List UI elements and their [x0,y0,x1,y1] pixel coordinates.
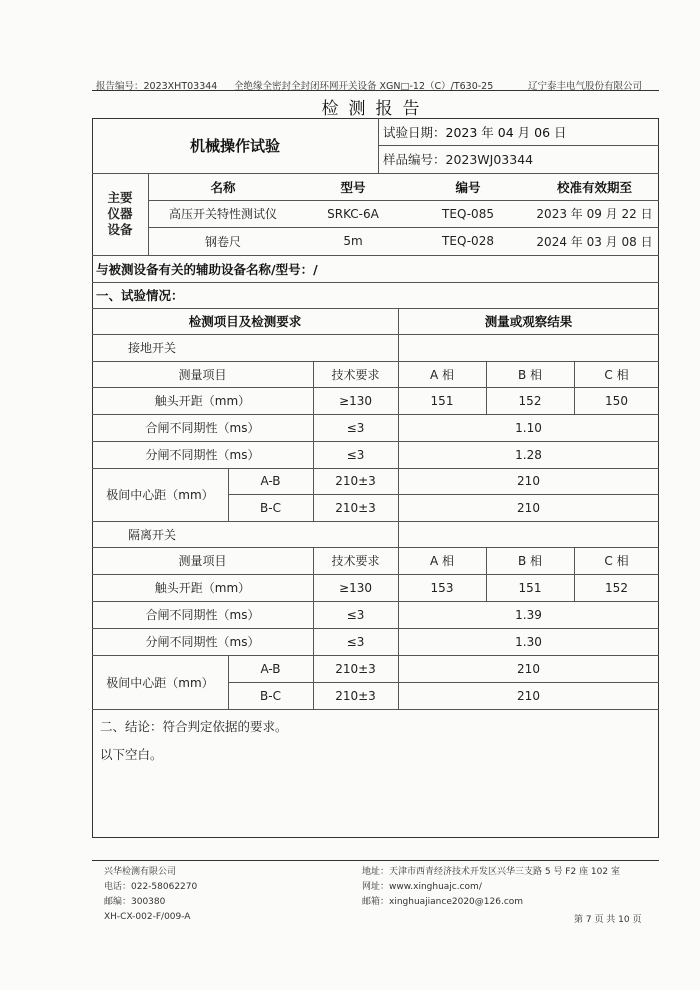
rule [378,118,379,173]
grounding-pole-bc: B-C [260,500,281,515]
report-number: 报告编号：2023XHT03344 [96,81,218,92]
footer-postcode: 邮编：300380 [104,897,166,907]
isolating-pole-ab: A-B [260,661,281,676]
isolating-pole-bc-value: 210 [517,688,540,703]
rule [92,334,659,335]
grounding-open-async-req: ≤3 [346,447,365,462]
footer-page-number: 第 7 页 共 10 页 [574,915,642,925]
grounding-pole-ab: A-B [260,474,281,488]
grounding-contact-gap-b: 152 [518,393,542,408]
blank-note: 以下空白。 [100,747,163,762]
isolating-head-c: C 相 [604,554,629,568]
grounding-close-async-req: ≤3 [346,420,365,435]
grounding-contact-gap-label: 触头开距（mm） [154,394,251,408]
grounding-head-req: 技术要求 [331,367,380,382]
client-name: 辽宁泰丰电气股份有限公司 [528,81,643,92]
instrument-name: 高压开关特性测试仪 [168,207,277,221]
instrument-header-code: 编号 [455,179,481,195]
isolating-close-async-value: 1.39 [515,607,542,622]
sample-number: 样品编号：2023WJ03344 [383,152,534,167]
grounding-open-async-label: 分闸不同期性（ms） [145,448,260,462]
instruments-label-line: 仪器 [107,206,133,221]
isolating-pole-distance-label: 极间中心距（mm） [106,675,214,690]
isolating-pole-bc-req: 210±3 [335,688,376,703]
instrument-header-model: 型号 [340,179,366,195]
isolating-contact-gap-label: 触头开距（mm） [154,581,251,595]
grounding-pole-bc-req: 210±3 [335,500,376,515]
grounding-head-b: B 相 [517,367,543,382]
grounding-contact-gap-a: 151 [430,393,454,408]
isolating-contact-gap-a: 153 [430,580,454,595]
auxiliary-equipment: 与被测设备有关的辅助设备名称/型号：/ [96,261,318,277]
grounding-head-item: 测量项目 [178,367,227,382]
footer-address: 地址：天津市西青经济技术开发区兴华三支路 5 号 F2 座 102 室 [362,867,620,877]
isolating-pole-ab-value: 210 [517,661,540,676]
grounding-head-c: C 相 [604,367,629,382]
instrument-code: TEQ-028 [442,234,494,248]
footer-company: 兴华检测有限公司 [104,867,177,877]
footer-website: 网址：www.xinghuajc.com/ [362,882,482,892]
isolating-pole-bc: B-C [260,688,281,703]
col-header-items: 检测项目及检测要求 [188,314,302,329]
test-date: 试验日期：2023 年 04 月 06 日 [383,124,567,140]
grounding-pole-ab-value: 210 [517,474,540,488]
footer-email: 邮箱：xinghuajiance2020@126.com [362,897,524,907]
isolating-head-req: 技术要求 [331,554,380,568]
isolating-contact-gap-c: 152 [605,580,628,595]
conclusion: 二、结论：符合判定依据的要求。 [100,719,288,734]
isolating-contact-gap-req: ≥130 [339,580,372,595]
isolating-contact-gap-b: 151 [518,580,542,595]
isolating-head-b: B 相 [517,554,543,568]
grounding-contact-gap-c: 150 [605,393,628,408]
isolating-switch-title: 隔离开关 [128,527,177,542]
instrument-code: TEQ-085 [442,206,494,221]
instruments-label-line: 设备 [107,222,133,237]
page-title: 检测报告 [321,99,430,119]
isolating-open-async-req: ≤3 [346,634,365,649]
footer-phone: 电话：022-58062270 [104,882,198,892]
isolating-close-async-label: 合闸不同期性（ms） [145,608,260,622]
instrument-header-valid: 校准有效期至 [556,179,632,195]
grounding-pole-ab-req: 210±3 [335,474,376,488]
instrument-header-name: 名称 [210,179,236,195]
grounding-close-async-label: 合闸不同期性（ms） [145,421,260,435]
footer-form-number: XH-CX-002-F/009-A [104,912,191,922]
isolating-head-item: 测量项目 [178,554,227,568]
instruments-label [92,173,148,255]
isolating-close-async-req: ≤3 [346,607,365,622]
test-name: 机械操作试验 [189,137,280,155]
grounding-close-async-value: 1.10 [515,420,542,435]
col-header-results: 测量或观察结果 [484,314,573,329]
grounding-switch-title: 接地开关 [128,341,177,355]
isolating-open-async-label: 分闸不同期性（ms） [145,635,260,649]
instrument-valid: 2024 年 03 月 08 日 [536,234,653,249]
instrument-model: SRKC-6A [327,206,379,221]
isolating-open-async-value: 1.30 [515,634,542,649]
instruments-label-line: 主要 [107,190,133,205]
isolating-pole-ab-req: 210±3 [335,661,376,676]
product-designation: 全绝缘全密封全封闭环网开关设备 XGN□-12（C）/T630-25 [234,81,494,92]
grounding-pole-distance-label: 极间中心距（mm） [106,488,214,502]
grounding-open-async-value: 1.28 [515,447,542,462]
isolating-head-a: A 相 [429,554,455,568]
header-rule [92,90,659,91]
grounding-pole-bc-value: 210 [517,500,540,515]
grounding-contact-gap-req: ≥130 [339,393,372,408]
grounding-head-a: A 相 [429,367,455,382]
instrument-name: 钢卷尺 [204,234,241,249]
rule [92,709,659,710]
instrument-model: 5m [343,234,363,248]
footer-rule [92,860,659,861]
instrument-valid: 2023 年 09 月 22 日 [536,207,653,221]
section-test-conditions: 一、试验情况： [96,288,184,303]
rule [92,521,659,522]
